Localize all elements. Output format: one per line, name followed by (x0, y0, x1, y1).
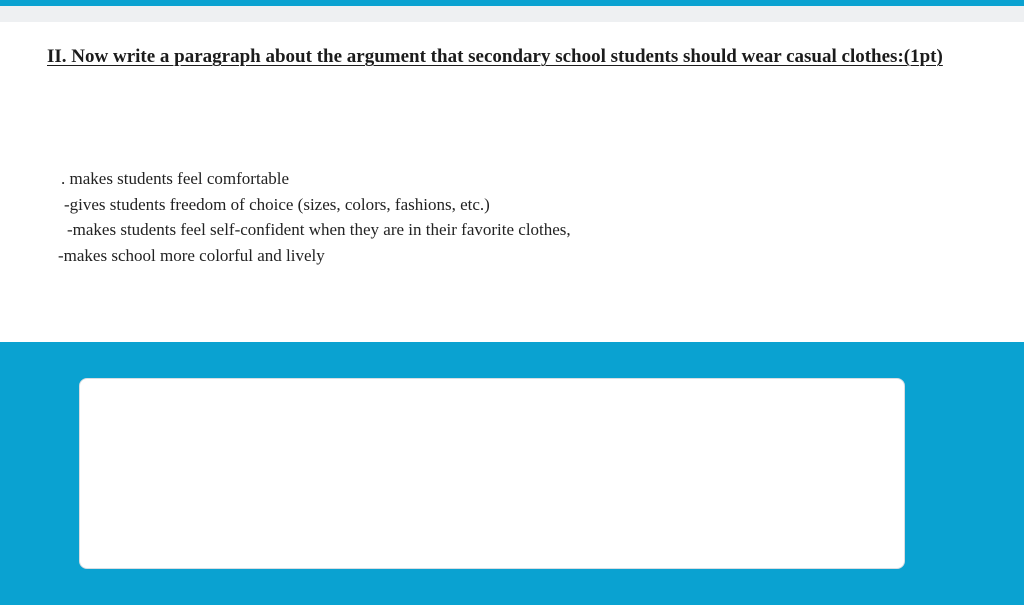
answer-panel (0, 342, 1024, 605)
top-spacer (0, 6, 1024, 22)
hint-item: . makes students feel comfortable (61, 169, 290, 188)
hint-item: -makes school more colorful and lively (58, 246, 325, 265)
hint-item: -gives students freedom of choice (sizes, colors, fashions, etc.) (64, 195, 490, 214)
question-card (0, 22, 1024, 342)
answer-textarea[interactable] (79, 378, 905, 569)
question-title: II. Now write a paragraph about the argument that secondary school students should wear casual clothes:(1pt) (47, 46, 943, 67)
hint-item: -makes students feel self-confident when they are in their favorite clothes, (67, 220, 571, 239)
